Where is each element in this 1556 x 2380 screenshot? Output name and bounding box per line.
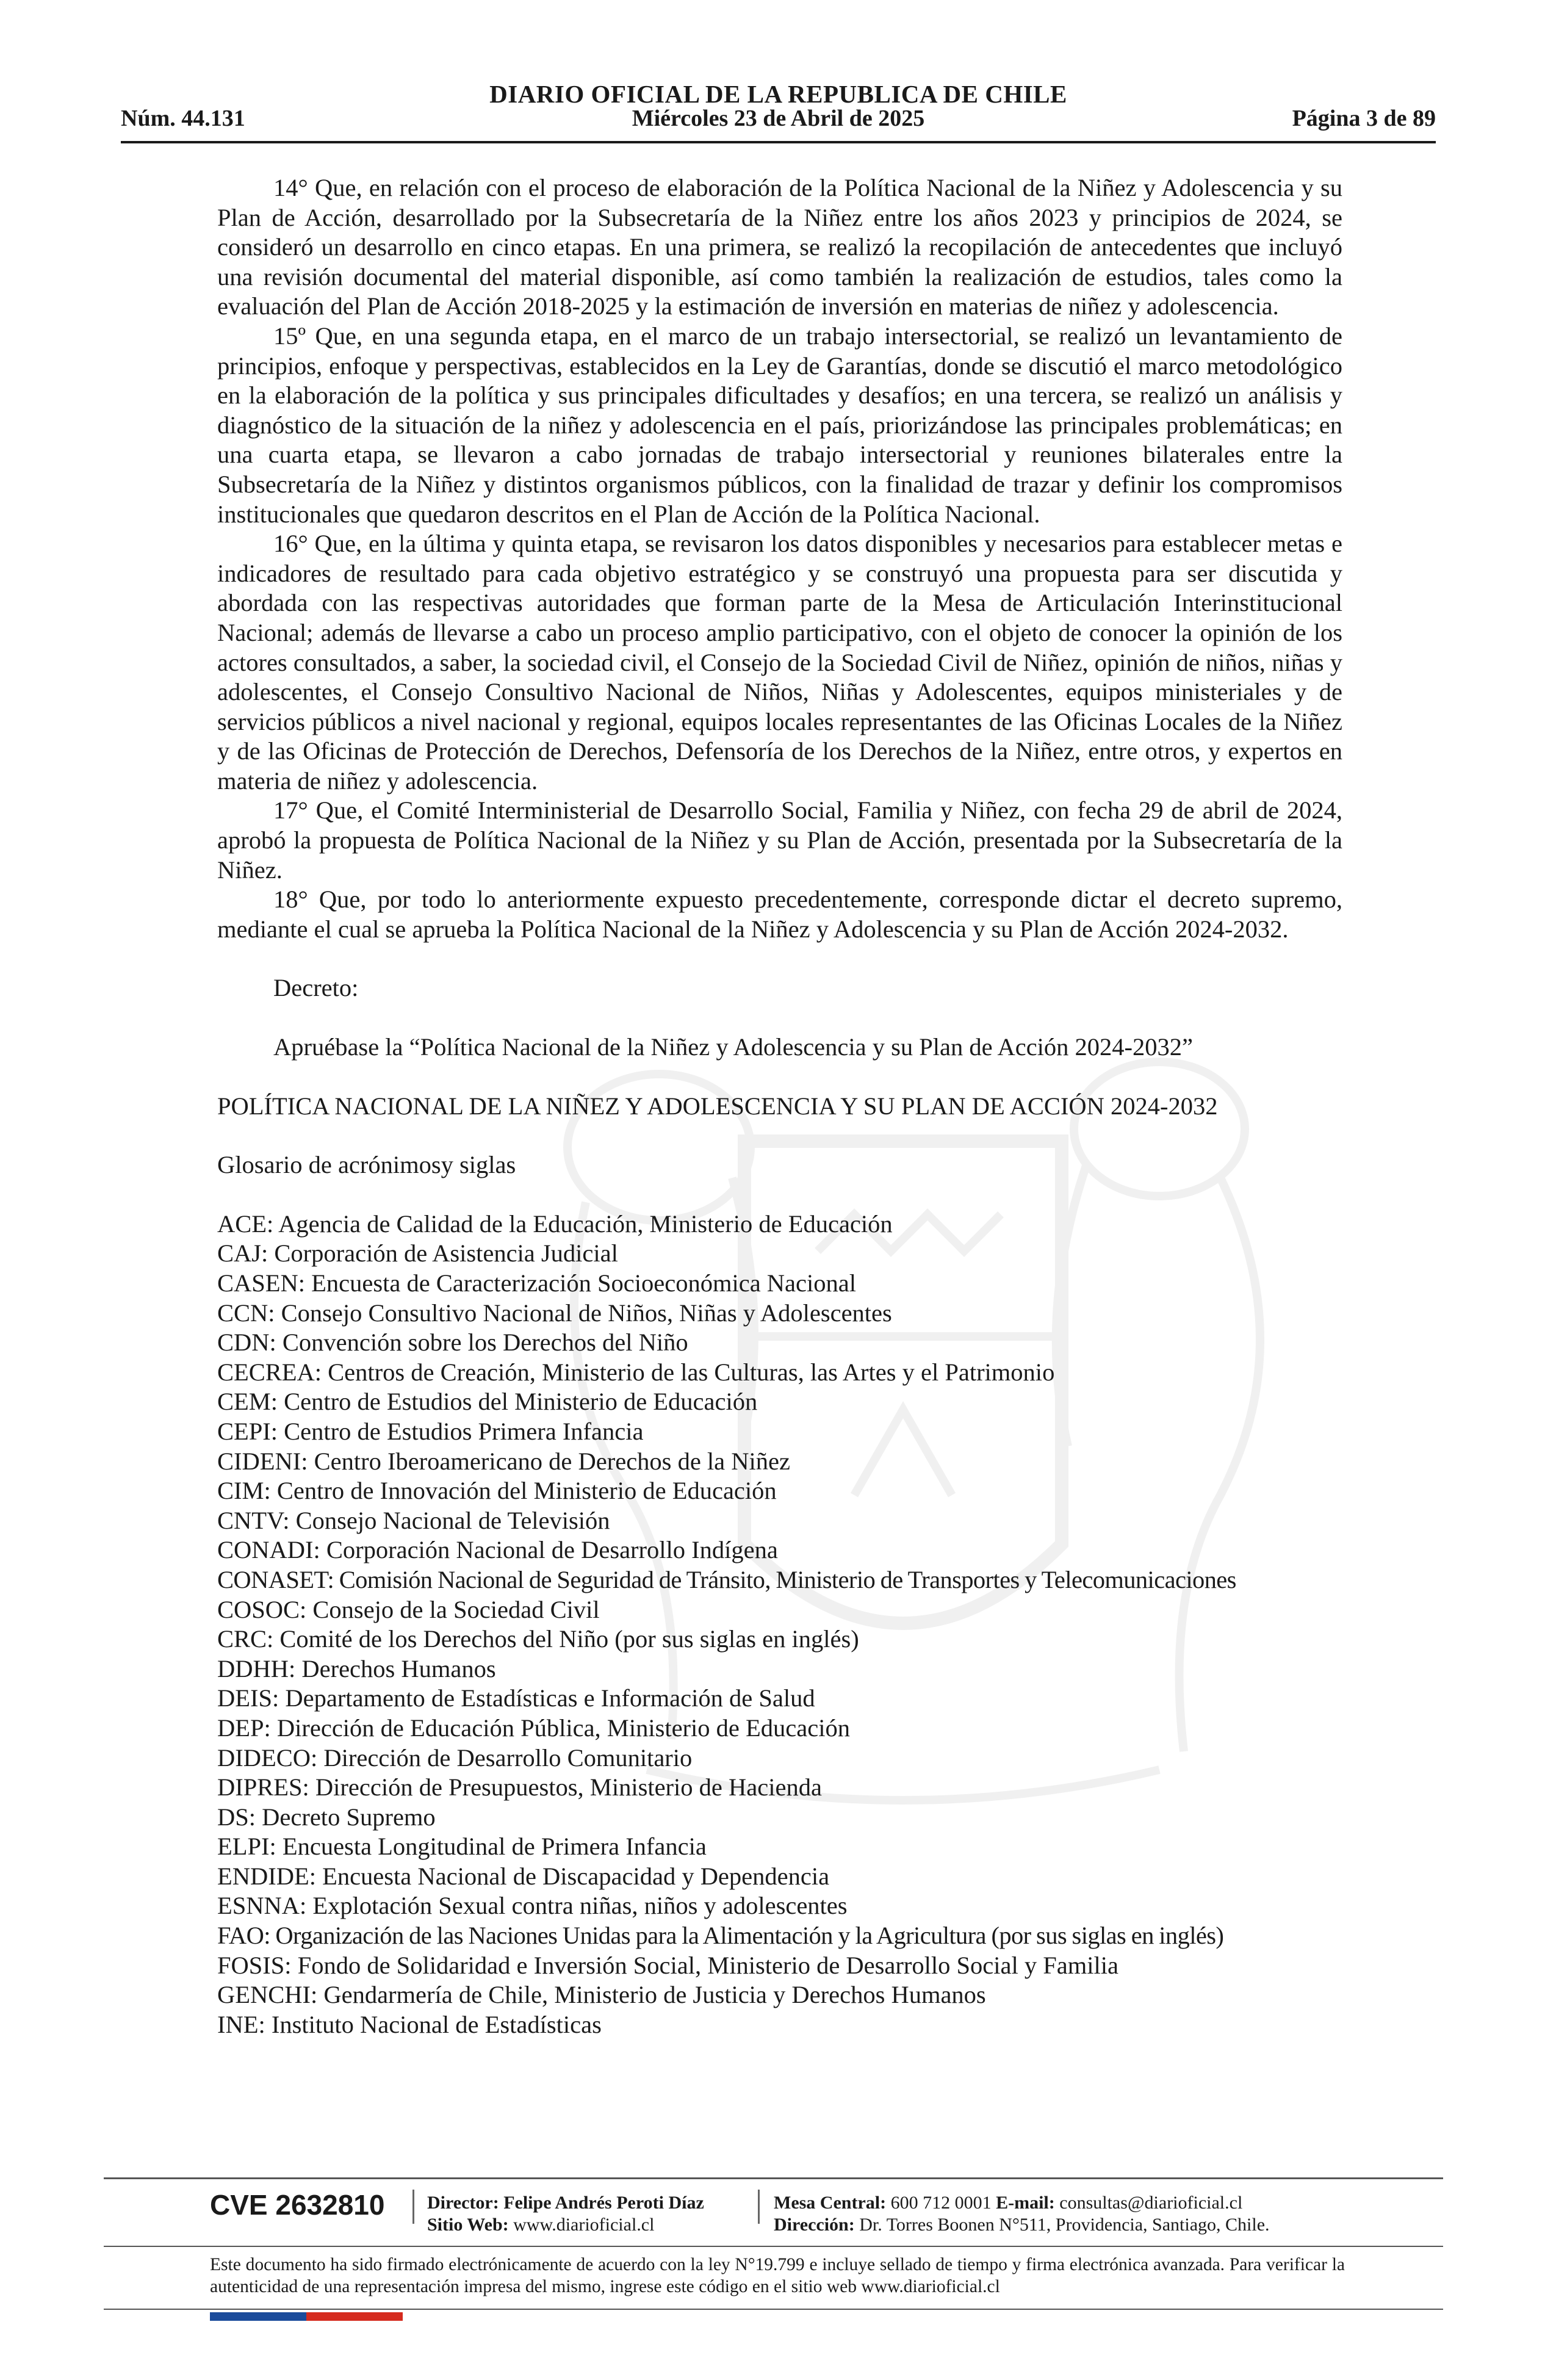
footer-rule-bottom [104, 2309, 1443, 2310]
director-label: Director: [427, 2193, 499, 2213]
paragraph-17: 17° Que, el Comité Interministerial de Desarrollo Social, Familia y Niñez, con fecha 29 de abril de 2024, aprobó la propuesta de Política Nacional de la Niñez y su Plan de Acción, presentada por la Subsecretaría de la Niñez. [217, 796, 1342, 884]
header-rule [121, 141, 1436, 143]
glossary-item: CCN: Consejo Consultivo Nacional de Niños, Niñas y Adolescentes [217, 1299, 892, 1327]
page-header [121, 73, 1436, 146]
paragraph-14: 14° Que, en relación con el proceso de elaboración de la Política Nacional de la Niñez y Adolescencia y su Plan de Acción, desarrollado por la Subsecretaría de la Niñez entre los años 2023 y principios de 2024, se consideró un desarrollo en cinco etapas. En una primera, se realizó la recopilación de antecedentes que incluyó una revisión documental del material disponible, así como también la realización de estudios, tales como la evaluación del Plan de Acción 2018-2025 y la estimación de inversión en materias de niñez y adolescencia. [217, 174, 1342, 320]
glossary-item: ELPI: Encuesta Longitudinal de Primera Infancia [217, 1833, 707, 1861]
footer-separator [412, 2190, 414, 2224]
glossary-item: DS: Decreto Supremo [217, 1803, 436, 1831]
glossary-item: CEPI: Centro de Estudios Primera Infancia [217, 1417, 644, 1445]
glossary-item: CIM: Centro de Innovación del Ministerio de Educación [217, 1477, 777, 1505]
flag-stripe-blue [210, 2312, 306, 2321]
glossary-item: ENDIDE: Encuesta Nacional de Discapacidad y Dependencia [217, 1862, 830, 1890]
email-label: E-mail: [996, 2193, 1055, 2213]
director-info [427, 2192, 704, 2236]
footer-separator [758, 2190, 760, 2224]
glossary-item: CNTV: Consejo Nacional de Televisión [217, 1506, 610, 1534]
glossary-item: DDHH: Derechos Humanos [217, 1654, 496, 1682]
director-name: Felipe Andrés Peroti Díaz [503, 2193, 704, 2213]
legal-notice: Este documento ha sido firmado electrónicamente de acuerdo con la ley N°19.799 e incluye sellado de tiempo y firma electrónica avanzada. Para verificar la autenticidad de una representación impresa del mismo, ingrese este código en el sitio web www.diarioficial.cl [210, 2255, 1345, 2296]
email-link[interactable]: consultas@diarioficial.cl [1059, 2193, 1243, 2213]
newspaper-title: DIARIO OFICIAL DE LA REPUBLICA DE CHILE [489, 80, 1067, 108]
document-body [217, 173, 1342, 2039]
glossary-item: FOSIS: Fondo de Solidaridad e Inversión Social, Ministerio de Desarrollo Social y Familia [217, 1951, 1118, 1979]
glossary-item: CDN: Convención sobre los Derechos del Niño [217, 1329, 688, 1357]
glossary-item: CONASET: Comisión Nacional de Seguridad de Tránsito, Ministerio de Transportes y Telecomunicaciones [217, 1565, 1236, 1593]
paragraph-15: 15º Que, en una segunda etapa, en el marco de un trabajo intersectorial, se realizó un levantamiento de principios, enfoque y perspectivas, establecidos en la Ley de Garantías, donde se discutió el marco metodológico en la elaboración de la política y sus principales dificultades y desafíos; en una tercera, se realizó un análisis y diagnóstico de la situación de la niñez y adolescencia en el país, priorizándose las principales problemáticas; en una cuarta etapa, se llevaron a cabo jornadas de trabajo intersectorial y reuniones bilaterales entre la Subsecretaría de la Niñez y distintos organismos públicos, con la finalidad de trazar y definir los compromisos institucionales que quedaron descritos en el Plan de Acción de la Política Nacional. [217, 322, 1342, 528]
glossary-item: COSOC: Consejo de la Sociedad Civil [217, 1595, 600, 1623]
glossary-item: DEIS: Departamento de Estadísticas e Información de Salud [217, 1684, 815, 1712]
glossary-item: INE: Instituto Nacional de Estadísticas [217, 2010, 602, 2038]
glossary-item: GENCHI: Gendarmería de Chile, Ministerio de Justicia y Derechos Humanos [217, 1981, 986, 2009]
policy-title: POLÍTICA NACIONAL DE LA NIÑEZ Y ADOLESCENCIA Y SU PLAN DE ACCIÓN 2024-2032 [217, 1092, 1218, 1120]
glossary-item: DIPRES: Dirección de Presupuestos, Ministerio de Hacienda [217, 1773, 822, 1801]
mesa-label: Mesa Central: [774, 2193, 887, 2213]
glossary-item: FAO: Organización de las Naciones Unidas para la Alimentación y la Agricultura (por sus siglas en inglés) [217, 1922, 1224, 1950]
address-label: Dirección: [774, 2215, 855, 2235]
glossary-item: CEM: Centro de Estudios del Ministerio de Educación [217, 1388, 758, 1416]
issue-number: Núm. 44.131 [121, 106, 245, 131]
glossary-item: ACE: Agencia de Calidad de la Educación, Ministerio de Educación [217, 1210, 893, 1238]
paragraph-18: 18° Que, por todo lo anteriormente expuesto precedentemente, corresponde dictar el decreto supremo, mediante el cual se aprueba la Política Nacional de la Niñez y Adolescencia y su Plan de Acción 2024-2032. [217, 885, 1342, 943]
issue-date: Miércoles 23 de Abril de 2025 [632, 106, 925, 131]
glossary-item: CRC: Comité de los Derechos del Niño (por sus siglas en inglés) [217, 1625, 859, 1653]
site-link[interactable]: www.diarioficial.cl [513, 2215, 655, 2235]
paragraph-16: 16° Que, en la última y quinta etapa, se revisaron los datos disponibles y necesarios para establecer metas e indicadores de resultado para cada objetivo estratégico y se construyó una propuesta para ser discutida y abordada con las respectivas autoridades que forman parte de la Mesa de Articulación Interinstitucional Nacional; además de llevarse a cabo un proceso amplio participativo, con el objeto de conocer la opinión de los actores consultados, a saber, la sociedad civil, el Consejo de la Sociedad Civil de Niñez, opinión de niños, niñas y adolescentes, el Consejo Consultivo Nacional de Niños, Niñas y Adolescentes, equipos ministeriales y de servicios públicos a nivel nacional y regional, equipos locales representantes de las Oficinas Locales de la Niñez y de las Oficinas de Protección de Derechos, Defensoría de los Derechos de la Niñez, entre otros, y expertos en materia de niñez y adolescencia. [217, 530, 1342, 795]
glossary-list [217, 1210, 1342, 2040]
glossary-item: CAJ: Corporación de Asistencia Judicial [217, 1239, 618, 1268]
glossary-item: DIDECO: Dirección de Desarrollo Comunitario [217, 1744, 693, 1772]
contact-info [774, 2192, 1270, 2236]
apruebase-statement: Apruébase la “Política Nacional de la Niñez y Adolescencia y su Plan de Acción 2024-2032” [273, 1033, 1194, 1061]
footer-rule-top [104, 2177, 1443, 2179]
page-number: Página 3 de 89 [1292, 106, 1436, 131]
mesa-phone: 600 712 0001 [890, 2193, 992, 2213]
footer-rule-mid [104, 2246, 1443, 2247]
glossary-item: CECREA: Centros de Creación, Ministerio de las Culturas, las Artes y el Patrimonio [217, 1358, 1055, 1386]
glossary-item: CASEN: Encuesta de Caracterización Socioeconómica Nacional [217, 1269, 856, 1297]
flag-stripe-red [306, 2312, 403, 2321]
cve-code: CVE 2632810 [210, 2189, 385, 2221]
glossary-item: CONADI: Corporación Nacional de Desarrollo Indígena [217, 1536, 778, 1564]
glossary-item: DEP: Dirección de Educación Pública, Ministerio de Educación [217, 1714, 850, 1742]
decreto-label: Decreto: [273, 974, 359, 1002]
glossary-item: CIDENI: Centro Iberoamericano de Derechos de la Niñez [217, 1447, 790, 1475]
glossary-item: ESNNA: Explotación Sexual contra niñas, niños y adolescentes [217, 1892, 848, 1920]
site-label: Sitio Web: [427, 2215, 509, 2235]
address-value: Dr. Torres Boonen N°511, Providencia, Santiago, Chile. [859, 2215, 1270, 2235]
glossary-title: Glosario de acrónimosy siglas [217, 1151, 516, 1179]
